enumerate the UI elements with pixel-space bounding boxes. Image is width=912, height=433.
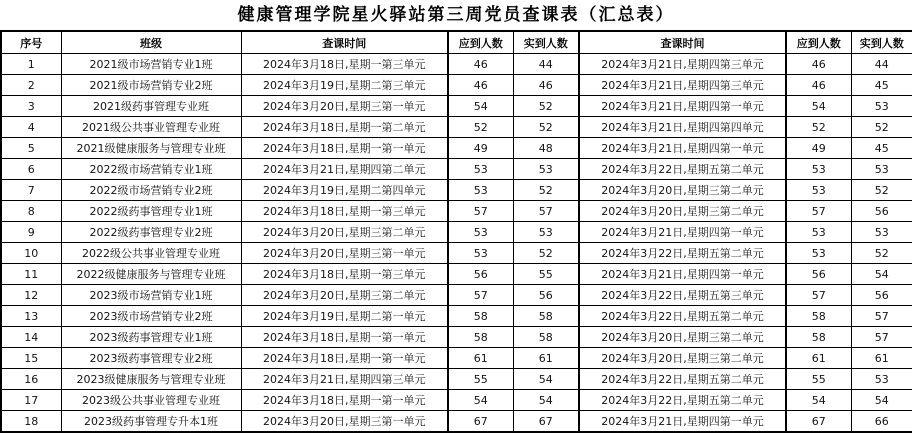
cell-actual-count-1: 53 [513,222,579,243]
cell-expected-count-1: 54 [448,390,513,411]
cell-actual-count-2: 45 [851,75,912,96]
cell-check-time-2: 2024年3月21日,星期四第一单元 [579,96,786,117]
cell-actual-count-1: 56 [513,285,579,306]
cell-expected-count-1: 58 [448,306,513,327]
cell-serial-no: 17 [1,390,61,411]
cell-actual-count-1: 52 [513,243,579,264]
cell-class-name: 2022级市场营销专业1班 [61,159,241,180]
cell-actual-count-2: 57 [851,327,912,348]
table-row [1,243,912,264]
cell-actual-count-1: 52 [513,96,579,117]
header-class: 班级 [61,31,241,54]
cell-serial-no: 5 [1,138,61,159]
cell-expected-count-2: 58 [786,306,851,327]
table-row [1,54,912,75]
cell-serial-no: 13 [1,306,61,327]
cell-class-name: 2023级药事管理专业2班 [61,348,241,369]
cell-check-time-1: 2024年3月18日,星期一第二单元 [241,117,448,138]
cell-actual-count-2: 45 [851,138,912,159]
cell-expected-count-2: 46 [786,54,851,75]
cell-expected-count-1: 57 [448,201,513,222]
cell-actual-count-1: 54 [513,369,579,390]
cell-actual-count-1: 67 [513,411,579,433]
cell-check-time-2: 2024年3月21日,星期四第一单元 [579,222,786,243]
cell-expected-count-1: 57 [448,285,513,306]
cell-expected-count-1: 53 [448,159,513,180]
cell-expected-count-2: 56 [786,264,851,285]
cell-check-time-1: 2024年3月19日,星期二第一单元 [241,306,448,327]
cell-check-time-2: 2024年3月20日,星期三第二单元 [579,327,786,348]
cell-check-time-2: 2024年3月20日,星期三第二单元 [579,180,786,201]
cell-check-time-1: 2024年3月18日,星期一第一单元 [241,138,448,159]
cell-check-time-2: 2024年3月21日,星期四第四单元 [579,117,786,138]
cell-actual-count-1: 57 [513,201,579,222]
cell-actual-count-2: 53 [851,96,912,117]
table-row [1,180,912,201]
cell-check-time-2: 2024年3月22日,星期五第二单元 [579,243,786,264]
cell-actual-count-2: 53 [851,159,912,180]
cell-expected-count-1: 54 [448,96,513,117]
cell-expected-count-1: 58 [448,327,513,348]
cell-serial-no: 9 [1,222,61,243]
table-header-row [1,31,912,54]
cell-expected-count-2: 54 [786,96,851,117]
class-check-table [0,30,912,433]
cell-expected-count-1: 52 [448,117,513,138]
cell-class-name: 2023级市场营销专业2班 [61,306,241,327]
cell-check-time-2: 2024年3月22日,星期五第三单元 [579,285,786,306]
table-row [1,327,912,348]
table-row [1,138,912,159]
cell-expected-count-2: 58 [786,327,851,348]
cell-check-time-1: 2024年3月18日,星期一第一单元 [241,348,448,369]
cell-check-time-1: 2024年3月20日,星期三第一单元 [241,411,448,433]
cell-class-name: 2022级健康服务与管理专业班 [61,264,241,285]
cell-class-name: 2023级健康服务与管理专业班 [61,369,241,390]
cell-expected-count-2: 53 [786,222,851,243]
cell-actual-count-1: 46 [513,75,579,96]
cell-check-time-2: 2024年3月21日,星期四第一单元 [579,138,786,159]
cell-expected-count-2: 53 [786,180,851,201]
table-row [1,285,912,306]
cell-actual-count-2: 44 [851,54,912,75]
cell-check-time-2: 2024年3月22日,星期五第二单元 [579,306,786,327]
cell-class-name: 2023级公共事业管理专业班 [61,390,241,411]
table-row [1,96,912,117]
cell-check-time-1: 2024年3月19日,星期二第四单元 [241,180,448,201]
table-row [1,159,912,180]
table-row [1,222,912,243]
cell-check-time-1: 2024年3月21日,星期四第三单元 [241,369,448,390]
cell-check-time-2: 2024年3月22日,星期五第二单元 [579,369,786,390]
cell-serial-no: 4 [1,117,61,138]
cell-expected-count-2: 54 [786,390,851,411]
table-row [1,306,912,327]
table-row [1,411,912,433]
cell-actual-count-2: 56 [851,285,912,306]
header-serial-no: 序号 [1,31,61,54]
header-actual-count-2: 实到人数 [851,31,912,54]
cell-check-time-2: 2024年3月21日,星期四第一单元 [579,264,786,285]
cell-actual-count-1: 52 [513,180,579,201]
cell-check-time-1: 2024年3月18日,星期一第三单元 [241,201,448,222]
cell-check-time-1: 2024年3月20日,星期三第二单元 [241,222,448,243]
cell-serial-no: 1 [1,54,61,75]
cell-check-time-1: 2024年3月20日,星期三第一单元 [241,243,448,264]
header-expected-count-2: 应到人数 [786,31,851,54]
cell-actual-count-1: 52 [513,117,579,138]
cell-serial-no: 3 [1,96,61,117]
cell-actual-count-2: 52 [851,117,912,138]
cell-class-name: 2022级公共事业管理专业班 [61,243,241,264]
cell-actual-count-1: 58 [513,306,579,327]
cell-actual-count-2: 53 [851,222,912,243]
cell-serial-no: 16 [1,369,61,390]
cell-class-name: 2023级药事管理专业1班 [61,327,241,348]
cell-expected-count-1: 49 [448,138,513,159]
header-actual-count-1: 实到人数 [513,31,579,54]
cell-class-name: 2021级市场营销专业2班 [61,75,241,96]
cell-class-name: 2022级市场营销专业2班 [61,180,241,201]
cell-expected-count-1: 46 [448,54,513,75]
cell-serial-no: 2 [1,75,61,96]
table-row [1,201,912,222]
cell-serial-no: 7 [1,180,61,201]
cell-check-time-2: 2024年3月20日,星期三第二单元 [579,348,786,369]
cell-actual-count-2: 54 [851,264,912,285]
cell-actual-count-1: 61 [513,348,579,369]
header-expected-count-1: 应到人数 [448,31,513,54]
cell-actual-count-2: 61 [851,348,912,369]
cell-check-time-1: 2024年3月20日,星期三第二单元 [241,285,448,306]
cell-expected-count-1: 53 [448,222,513,243]
cell-check-time-2: 2024年3月21日,星期四第一单元 [579,411,786,433]
cell-class-name: 2021级公共事业管理专业班 [61,117,241,138]
page-title: 健康管理学院星火驿站第三周党员查课表（汇总表） [237,5,675,25]
table-row [1,117,912,138]
cell-serial-no: 12 [1,285,61,306]
cell-check-time-1: 2024年3月18日,星期一第三单元 [241,54,448,75]
header-check-time-2: 查课时间 [579,31,786,54]
cell-actual-count-2: 53 [851,369,912,390]
cell-class-name: 2022级药事管理专业2班 [61,222,241,243]
cell-expected-count-1: 56 [448,264,513,285]
cell-class-name: 2021级药事管理专业班 [61,96,241,117]
cell-expected-count-1: 46 [448,75,513,96]
cell-serial-no: 18 [1,411,61,433]
cell-check-time-1: 2024年3月18日,星期一第一单元 [241,390,448,411]
cell-expected-count-2: 57 [786,285,851,306]
cell-expected-count-2: 52 [786,117,851,138]
cell-expected-count-2: 67 [786,411,851,433]
table-row [1,390,912,411]
cell-actual-count-2: 54 [851,390,912,411]
cell-expected-count-2: 53 [786,243,851,264]
cell-serial-no: 10 [1,243,61,264]
cell-actual-count-2: 56 [851,201,912,222]
cell-actual-count-2: 57 [851,306,912,327]
cell-expected-count-2: 57 [786,201,851,222]
cell-actual-count-2: 52 [851,243,912,264]
cell-serial-no: 8 [1,201,61,222]
cell-actual-count-1: 53 [513,159,579,180]
table-row [1,264,912,285]
table-row [1,75,912,96]
cell-expected-count-2: 46 [786,75,851,96]
cell-actual-count-1: 58 [513,327,579,348]
cell-serial-no: 11 [1,264,61,285]
cell-expected-count-1: 61 [448,348,513,369]
cell-check-time-2: 2024年3月21日,星期四第三单元 [579,75,786,96]
cell-check-time-2: 2024年3月20日,星期三第二单元 [579,201,786,222]
cell-expected-count-2: 61 [786,348,851,369]
cell-expected-count-1: 53 [448,243,513,264]
table-row [1,369,912,390]
cell-serial-no: 6 [1,159,61,180]
cell-check-time-1: 2024年3月19日,星期二第三单元 [241,75,448,96]
cell-check-time-2: 2024年3月22日,星期五第二单元 [579,390,786,411]
cell-serial-no: 14 [1,327,61,348]
cell-expected-count-2: 55 [786,369,851,390]
cell-class-name: 2021级健康服务与管理专业班 [61,138,241,159]
cell-check-time-1: 2024年3月18日,星期一第一单元 [241,327,448,348]
cell-actual-count-2: 52 [851,180,912,201]
cell-actual-count-1: 54 [513,390,579,411]
cell-expected-count-1: 67 [448,411,513,433]
cell-expected-count-2: 53 [786,159,851,180]
cell-class-name: 2021级市场营销专业1班 [61,54,241,75]
cell-check-time-2: 2024年3月22日,星期五第二单元 [579,159,786,180]
cell-actual-count-1: 48 [513,138,579,159]
cell-expected-count-1: 55 [448,369,513,390]
cell-class-name: 2022级药事管理专业1班 [61,201,241,222]
table-row [1,348,912,369]
cell-check-time-2: 2024年3月21日,星期四第三单元 [579,54,786,75]
cell-actual-count-1: 55 [513,264,579,285]
cell-class-name: 2023级市场营销专业1班 [61,285,241,306]
header-check-time-1: 查课时间 [241,31,448,54]
cell-expected-count-2: 49 [786,138,851,159]
cell-class-name: 2023级药事管理专升本1班 [61,411,241,433]
cell-actual-count-2: 66 [851,411,912,433]
cell-serial-no: 15 [1,348,61,369]
cell-check-time-1: 2024年3月18日,星期一第三单元 [241,264,448,285]
cell-check-time-1: 2024年3月21日,星期四第二单元 [241,159,448,180]
cell-check-time-1: 2024年3月20日,星期三第一单元 [241,96,448,117]
cell-actual-count-1: 44 [513,54,579,75]
cell-expected-count-1: 53 [448,180,513,201]
